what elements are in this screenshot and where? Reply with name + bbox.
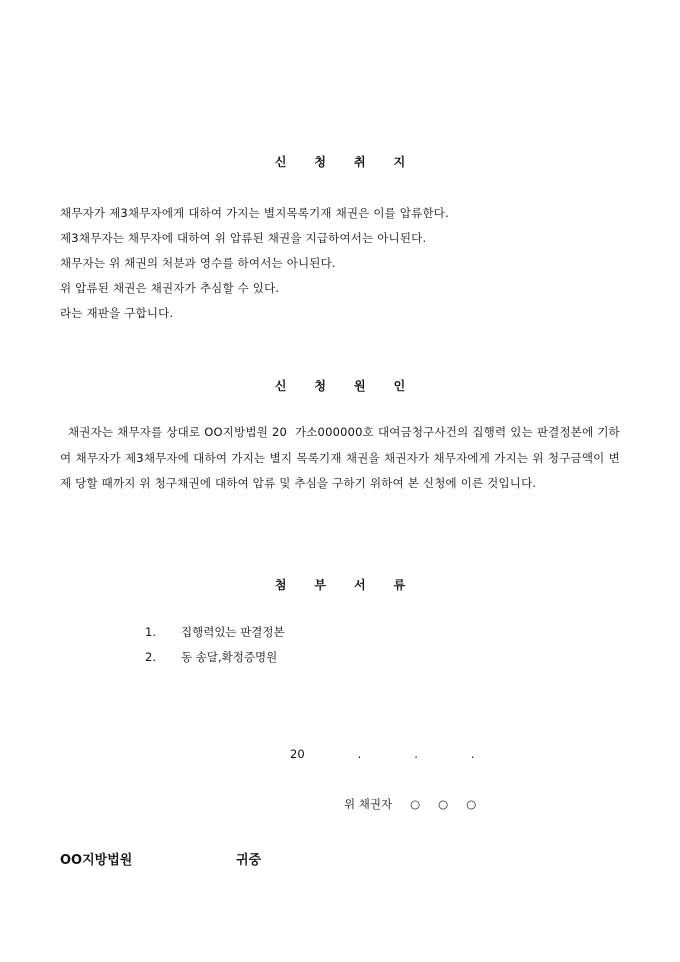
attachment-number: 2.: [145, 650, 156, 664]
purpose-line: 라는 재판을 구합니다.: [60, 306, 174, 320]
filing-date: 20 . . .: [290, 747, 475, 761]
applicant-line: [344, 796, 494, 812]
heading-char: 청: [314, 155, 326, 169]
applicant-label: 위 채권자: [344, 797, 393, 811]
attachment-number: 1.: [145, 625, 156, 639]
heading-char: 류: [393, 578, 406, 592]
heading-char: 원: [354, 379, 366, 393]
purpose-line: 제3채무자는 채무자에 대하여 위 압류된 채권을 지급하여서는 아니된다.: [60, 231, 427, 245]
attachment-item: [145, 624, 285, 640]
heading-char: 청: [314, 379, 326, 393]
court-name: OO지방법원: [60, 853, 133, 868]
heading-char: 신: [274, 155, 287, 169]
reason-paragraph: 채권자는 채무자를 상대로 OO지방법원 20 가소000000호 대여금청구사건의 집행력 있는 판결정본에 기하여 채무자가 제3채무자에 대하여 가지는 별지 목록기재 채권을 채권자가 채무자에게 가지는 위 청구금액이 변제 당할 때까지 위 청구채권에 대하여 압류 및 추심을 구하기 위하여 본 신청에 이른 것입니다.: [60, 425, 620, 490]
applicant-name-marks: [410, 797, 494, 811]
section-heading-reason: [0, 377, 680, 394]
heading-char: 인: [393, 379, 406, 393]
heading-char: 부: [314, 578, 326, 592]
heading-char: 첨: [274, 578, 287, 592]
section-heading-purpose: [0, 153, 680, 170]
heading-char: 지: [393, 155, 406, 169]
heading-char: 신: [274, 379, 287, 393]
purpose-line: 채무자는 위 채권의 처분과 영수를 하여서는 아니된다.: [60, 256, 336, 270]
attachment-text: 집행력있는 판결정본: [181, 625, 285, 639]
purpose-line: 위 압류된 채권은 채권자가 추심할 수 있다.: [60, 281, 280, 295]
addressee-suffix: 귀중: [236, 853, 262, 868]
name-mark: ○: [466, 797, 477, 811]
name-mark: ○: [438, 797, 449, 811]
name-mark: ○: [410, 797, 421, 811]
purpose-line: 채무자가 제3채무자에게 대하여 가지는 별지목록기재 채권은 이를 압류한다.: [60, 206, 449, 220]
attachment-text: 동 송달,확정증명원: [181, 650, 278, 664]
heading-char: 취: [354, 155, 366, 169]
attachment-item: [145, 649, 277, 665]
heading-char: 서: [354, 578, 366, 592]
section-heading-attachments: [0, 576, 680, 593]
